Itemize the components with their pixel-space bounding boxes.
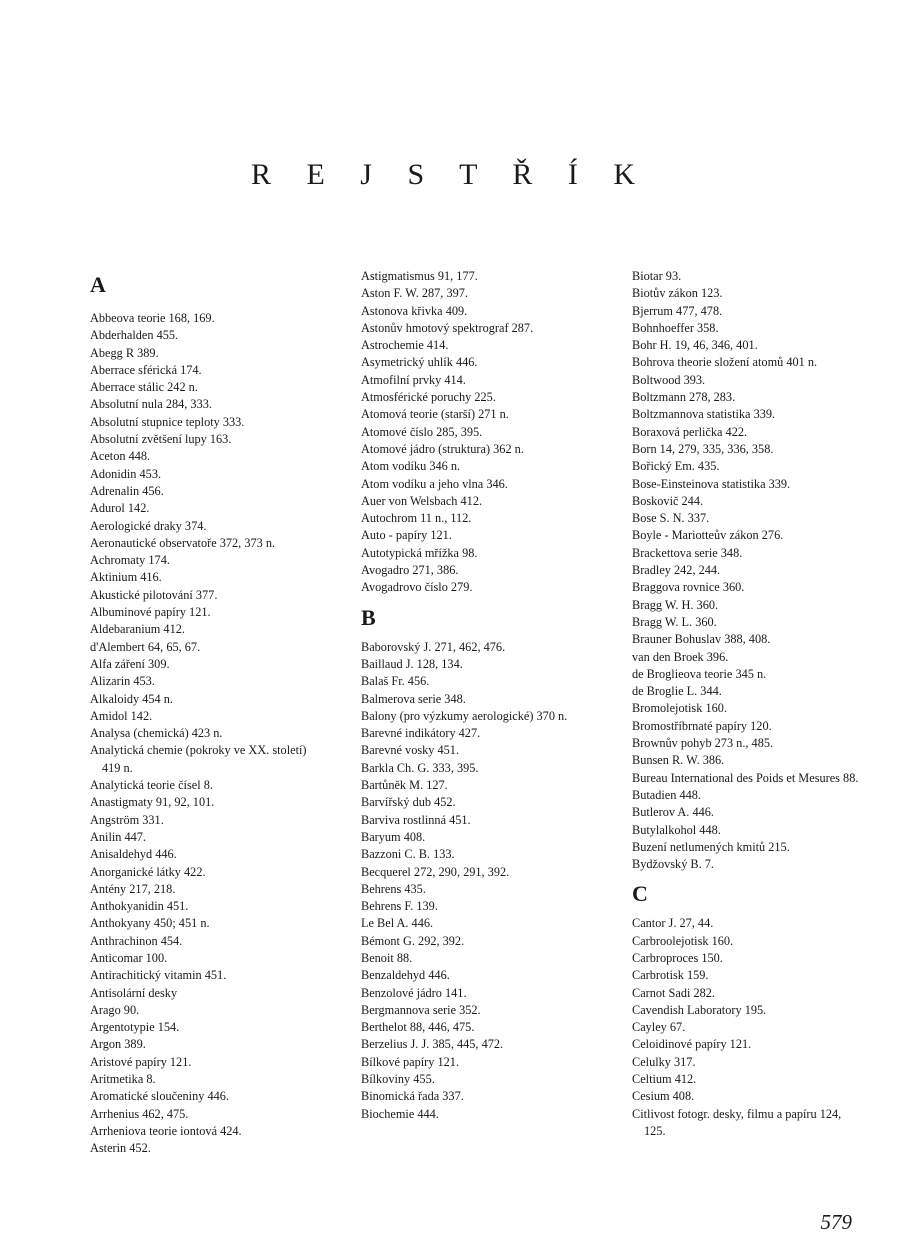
index-entry: Aceton 448. xyxy=(90,449,151,464)
index-entry: Boltzmann 278, 283. xyxy=(632,390,736,405)
index-entry: Butylalkohol 448. xyxy=(632,822,721,837)
index-entry: Braggova rovnice 360. xyxy=(632,580,745,595)
index-entry: Bílkové papíry 121. xyxy=(361,1054,460,1069)
index-entry: Autochrom 11 n., 112. xyxy=(361,511,472,526)
index-entry: Atmofilní prvky 414. xyxy=(361,372,466,387)
index-entry: Aberrace stálic 242 n. xyxy=(90,380,198,395)
index-entry: Aldebaranium 412. xyxy=(90,622,185,637)
index-entry: Aeronautické observatoře 372, 373 n. xyxy=(90,535,276,550)
index-entry: Butlerov A. 446. xyxy=(632,805,714,820)
index-entry: Baryum 408. xyxy=(361,829,426,844)
index-entry: Atmosférické poruchy 225. xyxy=(361,390,496,405)
index-entry: Bohr H. 19, 46, 346, 401. xyxy=(632,338,758,353)
index-entry: Bose S. N. 337. xyxy=(632,511,710,526)
index-entry: Abbeova teorie 168, 169. xyxy=(90,311,215,325)
index-entry: Bromostříbrnaté papíry 120. xyxy=(632,718,772,733)
index-entry: Anastigmaty 91, 92, 101. xyxy=(90,795,215,810)
index-entry: Anisaldehyd 446. xyxy=(90,847,177,862)
index-entry: Anthokyany 450; 451 n. xyxy=(90,916,210,931)
index-entry: Boraxová perlička 422. xyxy=(632,424,748,439)
index-entry: Barviva rostlinná 451. xyxy=(361,812,471,827)
index-entry: Atom vodíku 346 n. xyxy=(361,459,461,474)
index-entry: Baillaud J. 128, 134. xyxy=(361,656,463,671)
index-entry: Berthelot 88, 446, 475. xyxy=(361,1020,475,1035)
index-column-2 xyxy=(361,268,593,1123)
index-entry: Carbroproces 150. xyxy=(632,950,723,965)
index-entry: Berzelius J. J. 385, 445, 472. xyxy=(361,1037,504,1052)
index-entry: Abegg R 389. xyxy=(90,345,159,360)
index-entry: Carbrotisk 159. xyxy=(632,968,709,983)
index-entry: Bromolejotisk 160. xyxy=(632,701,727,716)
index-entry: Le Bel A. 446. xyxy=(361,916,434,931)
index-entry: Bílkoviny 455. xyxy=(361,1072,435,1087)
index-column-3 xyxy=(632,268,860,1140)
index-entry: Antirachitický vitamin 451. xyxy=(90,968,227,983)
index-entry: Bragg W. H. 360. xyxy=(632,597,719,612)
index-entry: Benzolové jádro 141. xyxy=(361,985,467,1000)
index-entry: Absolutní nula 284, 333. xyxy=(90,397,212,412)
index-entry: Avogadrovo číslo 279. xyxy=(361,580,473,595)
index-entry: Biotar 93. xyxy=(632,269,682,283)
index-entry: Aerologické draky 374. xyxy=(90,518,207,533)
index-entry: Anthrachinon 454. xyxy=(90,933,183,948)
page-number: 579 xyxy=(820,1210,852,1234)
index-entry: Alfa záření 309. xyxy=(90,656,170,671)
index-entry: Citlivost fotogr. desky, filmu a papíru 124, 125. xyxy=(632,1106,842,1138)
index-entry: Benoit 88. xyxy=(361,950,413,965)
index-entry: Cesium 408. xyxy=(632,1089,695,1104)
index-entry: Balaš Fr. 456. xyxy=(361,674,430,689)
index-column-1 xyxy=(90,268,322,1158)
index-entry: Adrenalin 456. xyxy=(90,483,164,498)
index-entry: Cavendish Laboratory 195. xyxy=(632,1002,767,1017)
index-entry: Behrens F. 139. xyxy=(361,899,438,914)
index-entry: Cayley 67. xyxy=(632,1020,686,1035)
index-entry: Butadien 448. xyxy=(632,787,701,802)
index-entry: Adonidin 453. xyxy=(90,466,162,481)
index-entry: Alkaloidy 454 n. xyxy=(90,691,173,706)
index-entry: Aston F. W. 287, 397. xyxy=(361,286,468,301)
index-entry: Amidol 142. xyxy=(90,708,153,723)
index-entry: Biotův zákon 123. xyxy=(632,286,723,301)
index-entry: Bémont G. 292, 392. xyxy=(361,933,465,948)
index-entry: Celulky 317. xyxy=(632,1054,696,1069)
index-entry: Brackettova serie 348. xyxy=(632,545,743,560)
section-letter-c: C xyxy=(632,881,648,907)
index-entry: Bragg W. L. 360. xyxy=(632,614,717,629)
index-entry: Atomová teorie (starší) 271 n. xyxy=(361,407,509,422)
index-entry: Astonův hmotový spektrograf 287. xyxy=(361,320,534,335)
index-entry: Buzení netlumených kmitů 215. xyxy=(632,839,790,854)
section-letter-b: B xyxy=(361,604,376,630)
index-entry: Anilin 447. xyxy=(90,829,147,844)
index-entry: de Broglie L. 344. xyxy=(632,684,722,699)
index-entry: Anticomar 100. xyxy=(90,950,168,965)
index-entry: Carnot Sadi 282. xyxy=(632,985,715,1000)
section-letter-a: A xyxy=(90,272,106,297)
index-entry: Bjerrum 477, 478. xyxy=(632,303,723,318)
index-entry: Autotypická mřížka 98. xyxy=(361,545,478,560)
index-entry: Analysa (chemická) 423 n. xyxy=(90,726,223,741)
index-entry: Barkla Ch. G. 333, 395. xyxy=(361,760,479,775)
index-entry: Aristové papíry 121. xyxy=(90,1054,192,1069)
index-entry: Bydžovský B. 7. xyxy=(632,857,714,872)
index-entry: Boyle - Mariotteův zákon 276. xyxy=(632,528,784,543)
index-entry: Balony (pro výzkumy aerologické) 370 n. xyxy=(361,708,568,723)
index-entry: Argentotypie 154. xyxy=(90,1020,180,1035)
index-entry: Auer von Welsbach 412. xyxy=(361,493,483,508)
index-entry: Barvířský dub 452. xyxy=(361,795,456,810)
index-entry: Boltzmannova statistika 339. xyxy=(632,407,776,422)
index-entry: Baborovský J. 271, 462, 476. xyxy=(361,639,506,654)
index-entry: Asymetrický uhlík 446. xyxy=(361,355,478,370)
index-entry: Angström 331. xyxy=(90,812,164,827)
index-entry: Brownův pohyb 273 n., 485. xyxy=(632,736,774,751)
index-entry: Benzaldehyd 446. xyxy=(361,968,450,983)
index-entry: Bergmannova serie 352. xyxy=(361,1002,481,1017)
index-entry: Arrheniova teorie iontová 424. xyxy=(90,1123,242,1138)
index-entry: Atomové jádro (struktura) 362 n. xyxy=(361,441,524,456)
index-entry: Bořický Em. 435. xyxy=(632,459,720,474)
index-entry: Argon 389. xyxy=(90,1037,146,1052)
index-entry: Astonova křivka 409. xyxy=(361,303,468,318)
index-entry: Bazzoni C. B. 133. xyxy=(361,847,455,862)
index-entry: Absolutní stupnice teploty 333. xyxy=(90,414,245,429)
index-entry: Astrochemie 414. xyxy=(361,338,449,353)
index-entry: Atom vodíku a jeho vlna 346. xyxy=(361,476,508,491)
index-entry: Balmerova serie 348. xyxy=(361,691,466,706)
index-entry: Becquerel 272, 290, 291, 392. xyxy=(361,864,510,879)
index-entry: Alizarin 453. xyxy=(90,674,155,689)
index-entry: Carbroolejotisk 160. xyxy=(632,933,734,948)
index-entry: Bohrova theorie složení atomů 401 n. xyxy=(632,355,818,370)
index-entry: Avogadro 271, 386. xyxy=(361,563,459,578)
index-entry: Bunsen R. W. 386. xyxy=(632,753,725,768)
index-entry: Anorganické látky 422. xyxy=(90,864,206,879)
index-entry: Abderhalden 455. xyxy=(90,328,179,343)
index-entry: d'Alembert 64, 65, 67. xyxy=(90,639,201,654)
index-entry: Analytická chemie (pokroky ve XX. století) 419 n. xyxy=(90,743,307,775)
index-entry: Cantor J. 27, 44. xyxy=(632,916,714,931)
page-title: R E J S T Ř Í K xyxy=(250,158,650,191)
index-entry: Arrhenius 462, 475. xyxy=(90,1106,189,1121)
index-entry: Born 14, 279, 335, 336, 358. xyxy=(632,441,774,456)
index-entry: Brauner Bohuslav 388, 408. xyxy=(632,632,771,647)
index-entry: van den Broek 396. xyxy=(632,649,729,664)
index-entry: Bartůněk M. 127. xyxy=(361,778,448,793)
index-entry: Aromatické sloučeniny 446. xyxy=(90,1089,229,1104)
index-entry: Aberrace sférická 174. xyxy=(90,362,202,377)
index-entry: Achromaty 174. xyxy=(90,553,170,568)
index-entry: Atomové číslo 285, 395. xyxy=(361,424,483,439)
index-entry: Akustické pilotování 377. xyxy=(90,587,218,602)
index-entry: Anthokyanidin 451. xyxy=(90,899,189,914)
index-entry: Antisolární desky xyxy=(90,985,178,1000)
index-entry: Behrens 435. xyxy=(361,881,426,896)
index-entry: Binomická řada 337. xyxy=(361,1089,464,1104)
index-entry: Boltwood 393. xyxy=(632,372,706,387)
index-entry: Astigmatismus 91, 177. xyxy=(361,269,478,283)
index-entry: Absolutní zvětšení lupy 163. xyxy=(90,432,232,447)
index-entry: Biochemie 444. xyxy=(361,1106,439,1121)
index-entry: Antény 217, 218. xyxy=(90,881,176,896)
index-entry: Arago 90. xyxy=(90,1002,140,1017)
index-entry: Bradley 242, 244. xyxy=(632,563,721,578)
index-entry: Bohnhoeffer 358. xyxy=(632,320,719,335)
index-entry: Albuminové papíry 121. xyxy=(90,605,211,620)
index-entry: de Broglieova teorie 345 n. xyxy=(632,666,767,681)
index-entry: Asterin 452. xyxy=(90,1141,151,1156)
index-entry: Aktinium 416. xyxy=(90,570,162,585)
index-entry: Boskovič 244. xyxy=(632,493,704,508)
index-entry: Barevné indikátory 427. xyxy=(361,726,481,741)
index-entry: Auto - papíry 121. xyxy=(361,528,452,543)
index-entry: Celtium 412. xyxy=(632,1072,697,1087)
index-entry: Aritmetika 8. xyxy=(90,1072,156,1087)
index-entry: Bureau International des Poids et Mesures 88. xyxy=(632,770,859,785)
index-entry: Analytická teorie čísel 8. xyxy=(90,778,213,793)
index-entry: Bose-Einsteinova statistika 339. xyxy=(632,476,791,491)
index-entry: Celoidinové papíry 121. xyxy=(632,1037,752,1052)
index-entry: Adurol 142. xyxy=(90,501,150,516)
index-entry: Barevné vosky 451. xyxy=(361,743,460,758)
